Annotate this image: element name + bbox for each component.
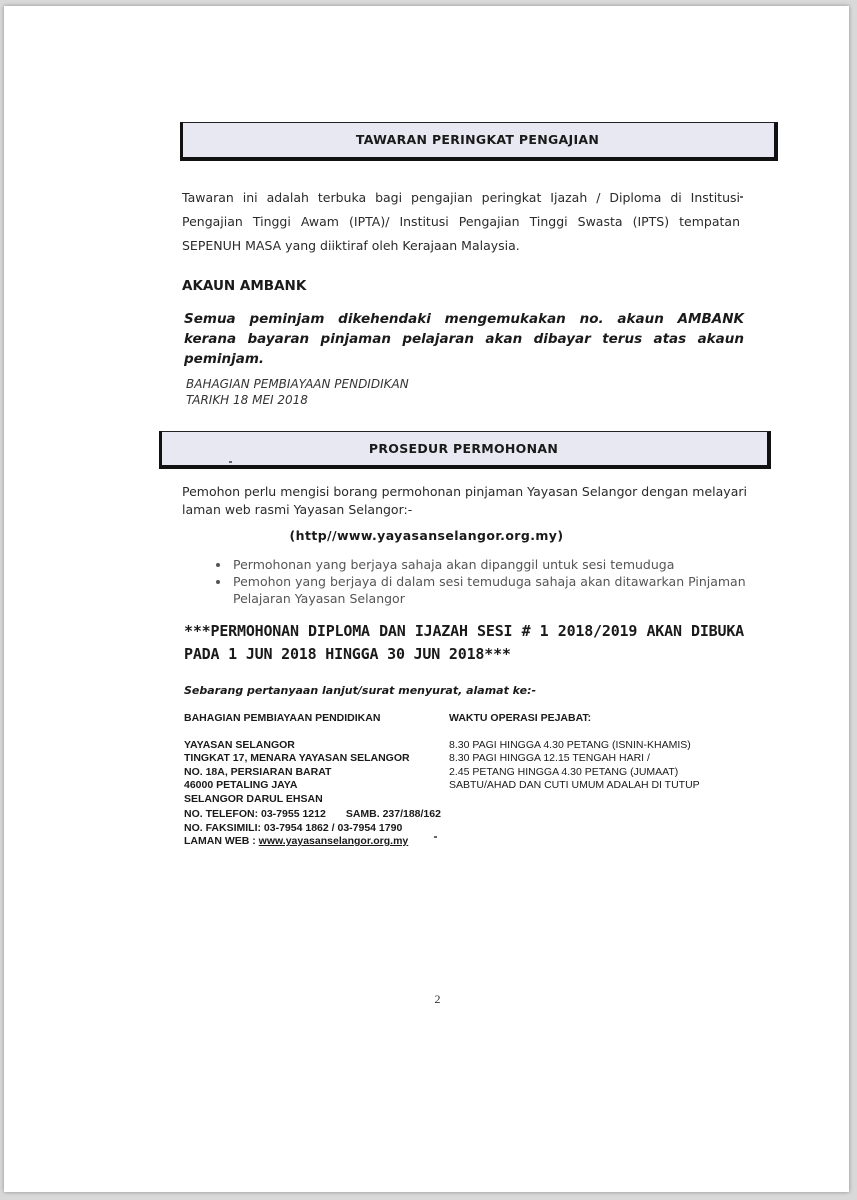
- phone-number: NO. TELEFON: 03-7955 1212: [184, 808, 326, 820]
- web-line: [184, 835, 504, 849]
- office-hours-line: 2.45 PETANG HINGGA 4.30 PETANG (JUMAAT): [449, 765, 679, 778]
- phone-line: [184, 808, 504, 822]
- address-line: 46000 PETALING JAYA: [184, 779, 298, 791]
- intro-paragraph: Tawaran ini adalah terbuka bagi pengajian peringkat Ijazah / Diploma di Institusi Pengajian Tinggi Awam (IPTA)/ Institusi Pengajian Tinggi Swasta (IPTS) tempatan SEPENUH MASA yang diiktiraf oleh Kerajaan Malaysia.: [182, 190, 740, 253]
- office-hours-title: WAKTU OPERASI PEJABAT:: [449, 712, 592, 724]
- contact-block: [184, 808, 504, 849]
- inquiry-line: Sebarang pertanyaan lanjut/surat menyurat, alamat ke:-: [184, 684, 537, 697]
- fax-line: NO. FAKSIMILI: 03-7954 1862 / 03-7954 1790: [184, 821, 403, 834]
- procedure-bullets: [209, 556, 771, 607]
- banner-title: PROSEDUR PERMOHONAN: [368, 441, 559, 456]
- address-line: TINGKAT 17, MENARA YAYASAN SELANGOR: [184, 752, 410, 764]
- address-line: NO. 18A, PERSIARAN BARAT: [184, 765, 332, 778]
- web-label: LAMAN WEB :: [184, 835, 256, 847]
- section-banner-prosedur: [159, 431, 771, 469]
- section-banner-tawaran: [180, 122, 778, 161]
- banner-title: TAWARAN PERINGKAT PENGAJIAN: [355, 132, 600, 147]
- address-dept: BAHAGIAN PEMBIAYAAN PENDIDIKAN: [184, 712, 381, 724]
- list-item: • Permohonan yang berjaya sahaja akan dipanggil untuk sesi temuduga: [231, 556, 771, 573]
- signature-block: [186, 376, 409, 408]
- phone-extension: SAMB. 237/188/162: [345, 808, 441, 820]
- ambank-note: Semua peminjam dikehendaki mengemukakan no. akaun AMBANK kerana bayaran pinjaman pelajaran akan dibayar terus atas akaun peminjam.: [184, 311, 744, 367]
- scan-speck: [434, 836, 437, 838]
- procedure-intro: Pemohon perlu mengisi borang permohonan pinjaman Yayasan Selangor dengan melayari laman web rasmi Yayasan Selangor:-: [182, 484, 747, 517]
- office-hours-line: 8.30 PAGI HINGGA 4.30 PETANG (ISNIN-KHAMIS): [449, 738, 691, 751]
- address-line: YAYASAN SELANGOR: [184, 738, 295, 751]
- scan-speck: [740, 196, 743, 198]
- address-block: [184, 712, 424, 806]
- signature-date: TARIKH 18 MEI 2018: [186, 393, 308, 407]
- document-page: [4, 6, 849, 1192]
- signature-dept: BAHAGIAN PEMBIAYAAN PENDIDIKAN: [186, 377, 409, 391]
- office-hours-line: 8.30 PAGI HINGGA 12.15 TENGAH HARI /: [449, 752, 650, 764]
- list-item: • Pemohon yang berjaya di dalam sesi temuduga sahaja akan ditawarkan Pinjaman Pelajaran Yayasan Selangor: [231, 573, 771, 607]
- ambank-heading: AKAUN AMBANK: [182, 278, 307, 294]
- website-url[interactable]: (http//www.yayasanselangor.org.my): [289, 528, 564, 543]
- address-line: SELANGOR DARUL EHSAN: [184, 792, 323, 805]
- web-link[interactable]: www.yayasanselangor.org.my: [258, 835, 409, 847]
- office-hours-block: [449, 712, 719, 793]
- page-number: 2: [434, 992, 441, 1006]
- office-hours-line: SABTU/AHAD DAN CUTI UMUM ADALAH DI TUTUP: [449, 779, 700, 791]
- application-announcement: ***PERMOHONAN DIPLOMA DAN IJAZAH SESI # 1 2018/2019 AKAN DIBUKA PADA 1 JUN 2018 HINGGA 30 JUN 2018***: [184, 622, 744, 663]
- scan-speck: [229, 461, 232, 463]
